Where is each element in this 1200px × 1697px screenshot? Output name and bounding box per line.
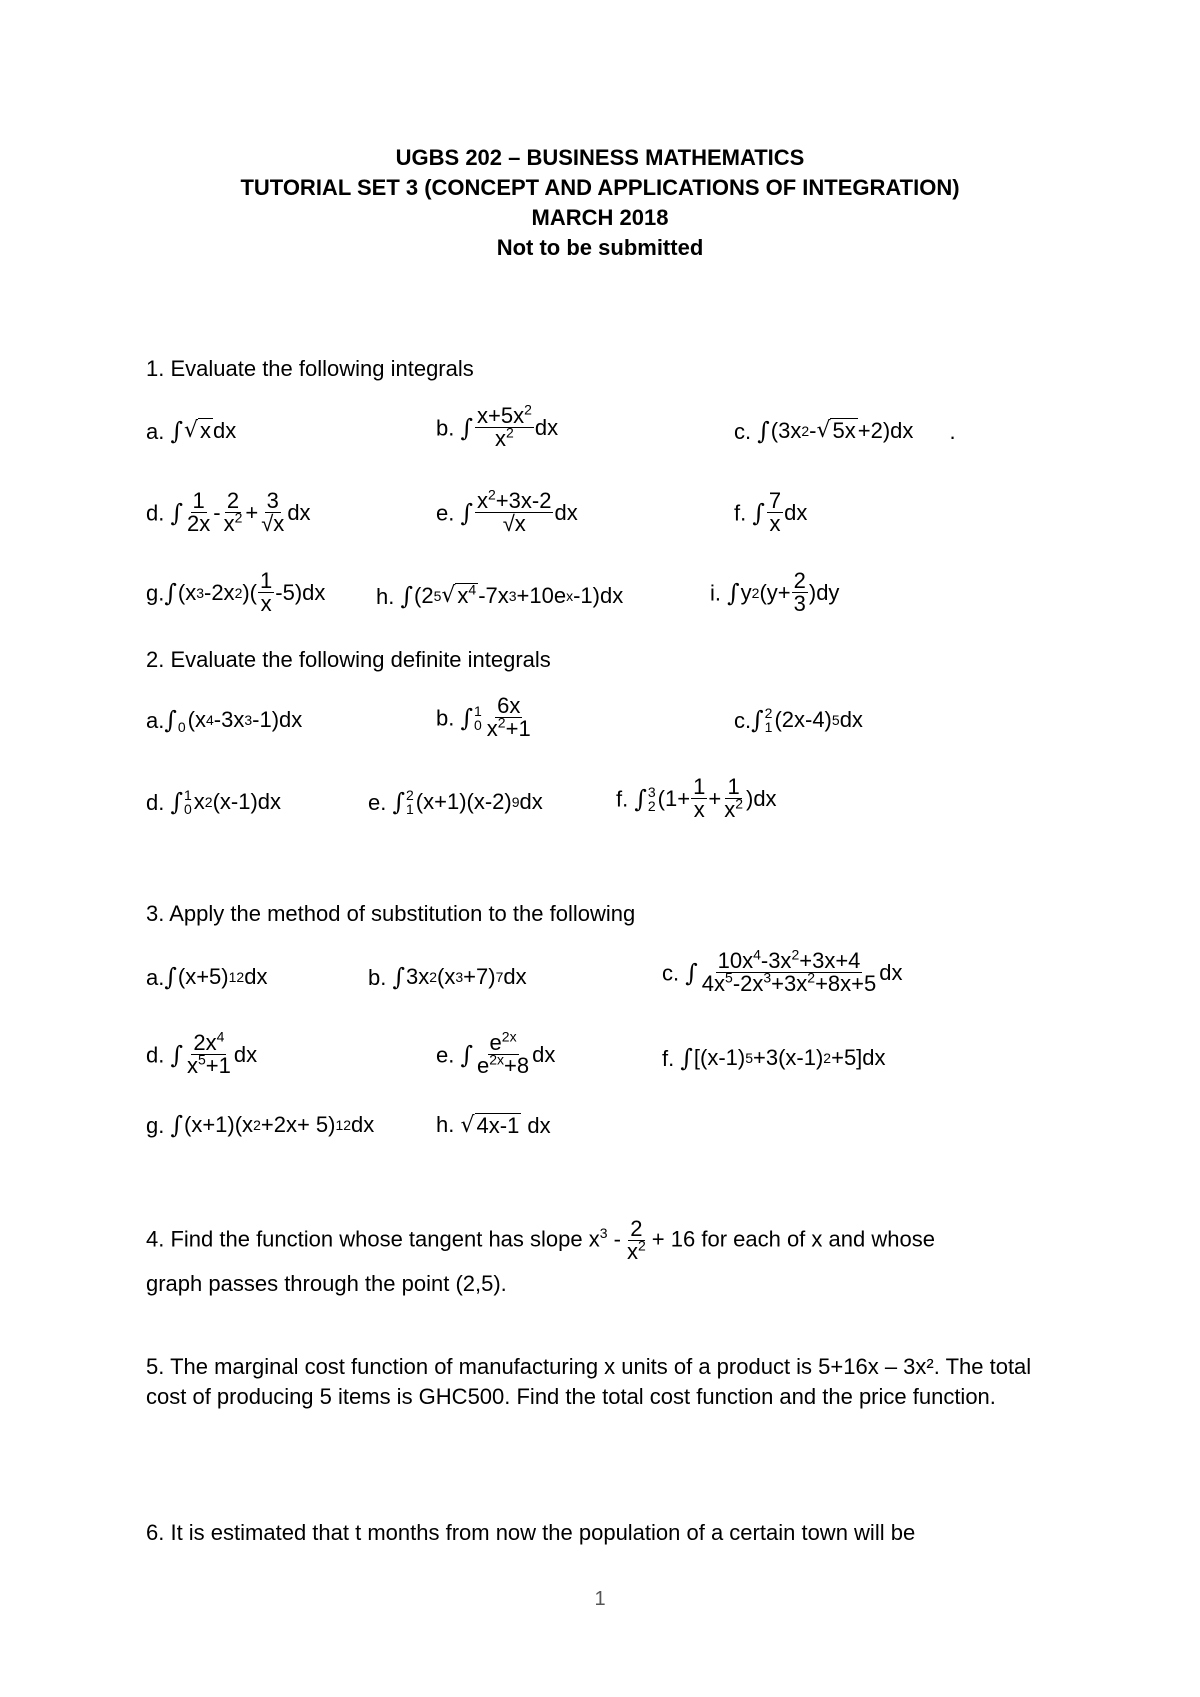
q2-item-b: b. ∫ 1 0 $\frac{6x}{x^2+1}$ <box>436 693 531 741</box>
course-title: UGBS 202 – BUSINESS MATHEMATICS <box>395 145 805 170</box>
q4-line-1: 4. Find the function whose tangent has slope $x^3$ - $\frac{2}{x^2}$ + 16 for each of x and whose <box>146 1216 935 1264</box>
q1-item-g: g. ∫ (x 3 -2x 2 )( $\frac{1}{x}$ -5)dx <box>146 568 326 616</box>
q3-item-a: a. ∫ (x+5) 12 dx <box>146 963 268 991</box>
q4-line-2: graph passes through the point (2,5). <box>146 1271 507 1296</box>
q6-line: 6. It is estimated that t months from now the population of a certain town will be <box>146 1520 916 1545</box>
q3-item-f: f. ∫ [(x-1) 5 +3(x-1) 2 +5]dx <box>662 1044 886 1072</box>
q2-item-d: d. ∫ 1 0 x 2 (x-1)dx <box>146 787 282 817</box>
q3-item-g: g. ∫ (x+1)(x 2 +2x+ 5) 12 dx <box>146 1111 375 1139</box>
q2-item-c: c. ∫ 2 1 (2x-4) 5 dx <box>734 705 863 735</box>
q1-item-f: f. ∫ $\frac{7}{x}$ dx <box>734 488 808 536</box>
q2-item-a: a. ∫ 0 (x 4 -3x 3 -1)dx <box>146 706 303 735</box>
page-number: 1 <box>594 1588 606 1610</box>
q2-title: 2. Evaluate the following definite integrals <box>146 647 551 672</box>
q2-item-e: e. ∫ 2 1 (x+1)(x-2) 9 dx <box>368 787 543 817</box>
q1-title: 1. Evaluate the following integrals <box>146 356 474 381</box>
q2-item-f: f. ∫ 3 2 (1+ $\frac{1}{x}$ + $\frac{1}{x^2}$ )dx <box>616 774 777 822</box>
q1-item-h: h. ∫ (2 5 √ $x^4$ -7x 3 +10e x -1)dx <box>376 581 624 610</box>
q5-paragraph: 5. The marginal cost function of manufacturing x units of a product is 5+16x – 3x². The total cost of producing 5 items is GHC500. Find the total cost function and the price function. <box>146 1354 1032 1409</box>
q3-item-b: b. ∫ 3x 2 (x 3 +7) 7 dx <box>368 963 527 991</box>
q1-item-i: i. ∫ y 2 (y+ $\frac{2}{3}$ )dy <box>710 568 840 616</box>
q3-item-h: h. √ 4x-1 dx <box>436 1112 551 1138</box>
date-line: MARCH 2018 <box>531 205 669 230</box>
q3-item-d: d. ∫ $\frac{2x^4}{x^5+1}$ dx <box>146 1028 258 1078</box>
q1-item-e: e. ∫ $\frac{x^2+3x-2}{√x}$ dx <box>436 486 578 536</box>
tutorial-title: TUTORIAL SET 3 (CONCEPT AND APPLICATIONS OF INTEGRATION) <box>240 175 960 200</box>
q3-title: 3. Apply the method of substitution to the following <box>146 901 636 926</box>
q1-item-d: d. ∫ $\frac{1}{2x}$ - $\frac{2}{x^2}$ + $\frac{3}{√x}$ dx <box>146 488 311 536</box>
q1-item-c: c. ∫ (3x 2 - √ 5x +2)dx . <box>734 417 956 445</box>
q1-item-a: a. ∫ √ x dx <box>146 417 237 445</box>
q3-item-e: e. ∫ $\frac{e^{2x}}{e^{2x}+8}$ dx <box>436 1028 556 1078</box>
q3-item-c: c. ∫ $\frac{10x^4-3x^2+3x+4}{4x^5-2x^3+3x^2+8x+5}$ dx <box>662 946 903 996</box>
submission-note: Not to be submitted <box>496 235 704 260</box>
q1-item-b: b. ∫ $\frac{x+5x^2}{x^2}$ dx <box>436 401 559 451</box>
